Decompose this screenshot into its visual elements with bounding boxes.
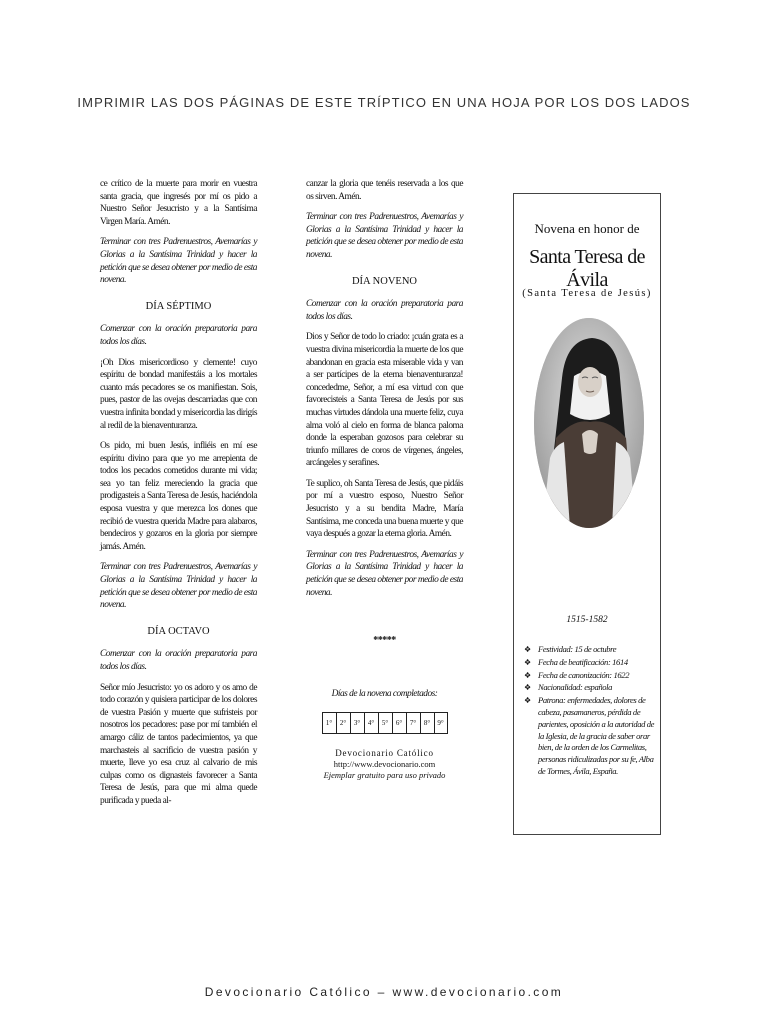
paragraph: Os pido, mi buen Jesús, infliéis en mí ese espíritu divino para que yo me arrepienta de todos los pecados cometidos durante mi vida; sea yo tan feliz mereciendo la gracia que prodigasteis a Santa Teresa de Jesús, haciéndola esposa vuestra y que merezca los dones que recibió de vuestra querida Madre para alabaros, bendeciros y gozaros en la gloria por siempre jamás. Amén.	[100, 441, 257, 552]
instruction-paragraph: Comenzar con la oración preparatoria para todos los días.	[306, 299, 463, 322]
fact-text: Festividad: 15 de octubre	[538, 644, 617, 654]
day-box-7[interactable]: 7°	[406, 712, 420, 734]
life-years: 1515-1582	[566, 615, 608, 625]
day-box-3[interactable]: 3°	[350, 712, 364, 734]
usage-note: Ejemplar gratuito para uso privado	[323, 770, 446, 781]
day-nine-heading: DÍA NOVENO	[351, 275, 418, 287]
list-item	[524, 695, 656, 778]
page-footer: Devocionario Católico – www.devocionario.com	[204, 985, 564, 999]
list-item	[524, 644, 656, 656]
instruction-paragraph: Terminar con tres Padrenuestros, Avemarías y Glorias a la Santísima Trinidad y hacer la petición que se desea obtener por medio de esta novena.	[100, 562, 257, 611]
day-seven-heading: DÍA SÉPTIMO	[145, 300, 212, 312]
day-box-2[interactable]: 2°	[336, 712, 350, 734]
middle-text-column	[306, 178, 463, 781]
instruction-paragraph: Comenzar con la oración preparatoria para todos los días.	[100, 649, 257, 672]
bullet-icon: ❖	[524, 657, 531, 667]
fact-text: Fecha de beatificación: 1614	[538, 656, 628, 667]
publisher-url[interactable]: http://www.devocionario.com	[333, 759, 436, 770]
fact-text: Patrona: enfermedades, dolores de cabeza, pasamaneros, pérdida de parientes, oposición a la autoridad de la Iglesia, de la gracia de saber orar bien, de la orden de los Carmelitas, personas ridiculizadas por su fe, Alba de Tormes, Ávila, España.	[538, 695, 655, 776]
days-completed-label: Días de la novena completados:	[331, 688, 438, 699]
paragraph: ce crítico de la muerte para morir en vuestra santa gracia, que ingresés por mí os pido a Nuestro Señor Jesucristo y a la Santísima Virgen María. Amén.	[100, 179, 257, 227]
day-box-4[interactable]: 4°	[364, 712, 378, 734]
bullet-icon: ❖	[524, 696, 531, 706]
saint-facts-list	[524, 644, 656, 779]
day-eight-heading: DÍA OCTAVO	[147, 625, 210, 637]
fact-text: Fecha de canonización: 1622	[538, 669, 630, 680]
paragraph: ¡Oh Dios misericordioso y clemente! cuyo espíritu de bondad manifestáis a los mortales cuanto más pecadores se os manifiestan. Sois, pues, pastor de las ovejas descarriadas que con vuestra infinita bondad y misericordia las dirigís al redil de la bienaventuranza.	[100, 357, 257, 431]
separator-stars: *****	[373, 635, 396, 647]
day-box-5[interactable]: 5°	[378, 712, 392, 734]
publisher-name: Devocionario Católico	[335, 748, 434, 759]
print-instructions-banner: IMPRIMIR LAS DOS PÁGINAS DE ESTE TRÍPTICO EN UNA HOJA POR LOS DOS LADOS	[77, 95, 691, 110]
instruction-paragraph: Terminar con tres Padrenuestros, Avemarías y Glorias a la Santísima Trinidad y hacer la petición que se desea obtener por medio de esta novena.	[306, 549, 463, 598]
list-item	[524, 670, 656, 682]
list-item	[524, 682, 656, 694]
left-text-column	[100, 178, 257, 816]
bullet-icon: ❖	[524, 670, 531, 680]
paragraph: Dios y Señor de todo lo criado: ¡cuán grata es a vuestra divina misericordia la muerte de los que abandonan en gracia esta miserable vida y van a ser partícipes de la eterna bienaventuranza! concededme, Señor, a mí esa virtud con que favorecisteis a Santa Teresa de Jesús por sus muchas virtudes dándola una muerte feliz, cuya alma voló al cielo en forma de blanca paloma donde la esperaban gozosos para celebrar su triunfo millares de coros de vírgenes, ángeles, arcángeles y serafines.	[306, 332, 463, 469]
instruction-paragraph: Comenzar con la oración preparatoria para todos los días.	[100, 324, 257, 347]
day-box-8[interactable]: 8°	[420, 712, 434, 734]
cover-subtitle: Novena en honor de	[534, 221, 640, 236]
days-checklist	[306, 712, 463, 734]
fact-text: Nacionalidad: española	[538, 682, 613, 693]
day-box-9[interactable]: 9°	[434, 712, 448, 734]
cover-title: Santa Teresa de Ávila	[529, 246, 645, 291]
cover-alt-name: (Santa Teresa de Jesús)	[522, 288, 652, 299]
day-box-1[interactable]: 1°	[322, 712, 336, 734]
paragraph: canzar la gloria que tenéis reservada a los que os sirven. Amén.	[306, 179, 463, 202]
bullet-icon: ❖	[524, 683, 531, 693]
cover-panel	[513, 193, 661, 835]
paragraph: Te suplico, oh Santa Teresa de Jesús, que pidáis por mí a vuestro esposo, Nuestro Señor Jesucristo y a su bendita Madre, María Santísima, me conceda una buena muerte y que vaya después a gozar la eterna gloria. Amén.	[306, 478, 463, 540]
instruction-paragraph: Terminar con tres Padrenuestros, Avemarías y Glorias a la Santísima Trinidad y hacer la petición que se desea obtener por medio de esta novena.	[306, 212, 463, 260]
saint-portrait	[534, 318, 644, 528]
list-item	[524, 657, 656, 669]
instruction-paragraph: Terminar con tres Padrenuestros, Avemarías y Glorias a la Santísima Trinidad y hacer la petición que se desea obtener por medio de esta novena.	[100, 237, 257, 286]
paragraph: Señor mío Jesucristo: yo os adoro y os amo de todo corazón y quisiera participar de los dolores de vuestra Pasión y muerte que sufristeis por nosotros los pecadores: pase por mí también el amargo cáliz de tantos padecimientos, ya que marchasteis al sacrificio de vuestra pasión y muerte, lleve yo esa cruz al calvario de mis culpas como os dignasteis favorecer a Santa Teresa de Jesús, para que mi alma quede purificada y pueda al-	[100, 682, 257, 806]
day-box-6[interactable]: 6°	[392, 712, 406, 734]
signature-block	[306, 748, 463, 781]
bullet-icon: ❖	[524, 645, 531, 654]
portrait-illustration	[534, 318, 644, 528]
